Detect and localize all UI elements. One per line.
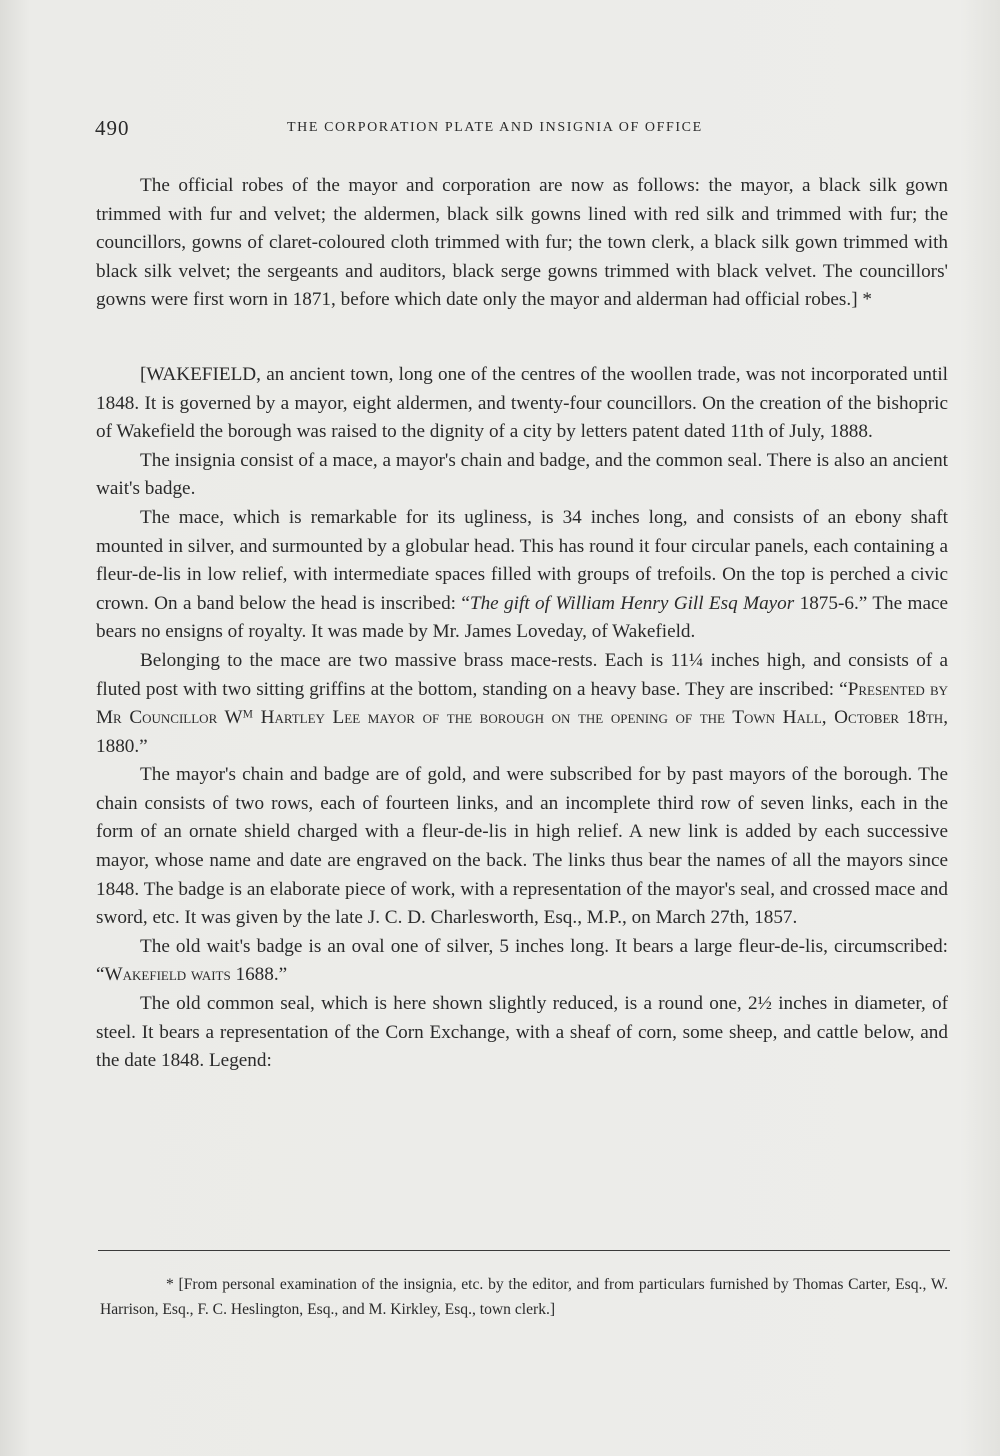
- running-head: THE CORPORATION PLATE AND INSIGNIA OF OFFICE: [287, 120, 703, 135]
- mace-rests-inscription: Presented by Mr Councillor Wᴹ Hartley Lee mayor of the borough on the opening of the Town Hall, October 18th, 1880.: [96, 678, 948, 757]
- mace-text-end: 1875-6.” The mace bears no ensigns of royalty. It was made by Mr. James Loveday, of Wakefield.: [96, 592, 948, 643]
- paragraph-chain-badge: The mayor's chain and badge are of gold, and were subscribed for by past mayors of the borough. The chain consists of two rows, each of fourteen links, and an incomplete third row of seven links, each in the form of an ornate shield charged with a fleur-de-lis in high relief. A new link is added by each successive mayor, whose name and date are engraved on the back. The links thus bear the names of all the mayors since 1848. The badge is an elaborate piece of work, with a representation of the mayor's seal, and crossed mace and sword, etc. It was given by the late J. C. D. Charlesworth, Esq., M.P., on March 27th, 1857.: [96, 764, 948, 929]
- footnote-text: * [From personal examination of the insignia, etc. by the editor, and from particulars furnished by Thomas Carter, Esq., W. Harrison, Esq., F. C. Heslington, Esq., and M. Kirkley, Esq., town clerk.]: [100, 1276, 948, 1318]
- page-header: [95, 116, 955, 140]
- mace-inscription: The gift of William Henry Gill Esq Mayor: [469, 592, 795, 614]
- paragraph-wakefield-intro: [WAKEFIELD, an ancient town, long one of the centres of the woollen trade, was not incorporated until 1848. It is governed by a mayor, eight aldermen, and twenty-four councillors. On the creation of the bishopric of Wakefield the borough was raised to the dignity of a city by letters patent dated 11th of July, 1888.: [96, 363, 948, 443]
- paragraph-mace: [96, 504, 948, 647]
- mace-text-start: The mace, which is remarkable for its ugliness, is 34 inches long, and consists of an ebony shaft mounted in silver, and surmounted by a globular head. This has round it four circular panels, each containing a fleur-de-lis in low relief, with intermediate spaces filled with groups of trefoils. On the top is perched a civic crown. On a band below the head is inscribed: “: [96, 506, 948, 614]
- page-number: 490: [95, 116, 130, 140]
- mace-rests-text-start: Belonging to the mace are two massive brass mace-rests. Each is 11¼ inches high, and consists of a fluted post with two sitting griffins at the bottom, standing on a heavy base. They are inscribed: “: [96, 649, 948, 700]
- mace-rests-text-end: ”: [139, 735, 148, 757]
- paragraph-insignia: The insignia consist of a mace, a mayor's chain and badge, and the common seal. There is also an ancient wait's badge.: [96, 449, 948, 500]
- paragraph-mace-rests: [96, 647, 948, 761]
- waits-inscription: Wakefield waits 1688.: [104, 964, 279, 986]
- footnote: [100, 1272, 948, 1322]
- paragraph-robes: The official robes of the mayor and corporation are now as follows: the mayor, a black silk gown trimmed with fur and velvet; the aldermen, black silk gowns lined with red silk and trimmed with fur; the councillors, gowns of claret-coloured cloth trimmed with fur; the town clerk, a black silk gown trimmed with black silk velvet; the sergeants and auditors, black serge gowns trimmed with black velvet. The councillors' gowns were first worn in 1871, before which date only the mayor and alderman had official robes.] *: [96, 175, 948, 311]
- waits-text-start: The old wait's badge is an oval one of silver, 5 inches long. It bears a large fleur-de-lis, circumscribed: “: [96, 935, 948, 986]
- body-text: [96, 172, 948, 1076]
- paragraph-common-seal: The old common seal, which is here shown slightly reduced, is a round one, 2½ inches in diameter, of steel. It bears a representation of the Corn Exchange, with a sheaf of corn, some sheep, and cattle below, and the date 1848. Legend:: [96, 993, 948, 1072]
- waits-text-end: ”: [278, 964, 288, 986]
- footnote-rule: [98, 1250, 950, 1251]
- paragraph-waits-badge: [96, 933, 948, 990]
